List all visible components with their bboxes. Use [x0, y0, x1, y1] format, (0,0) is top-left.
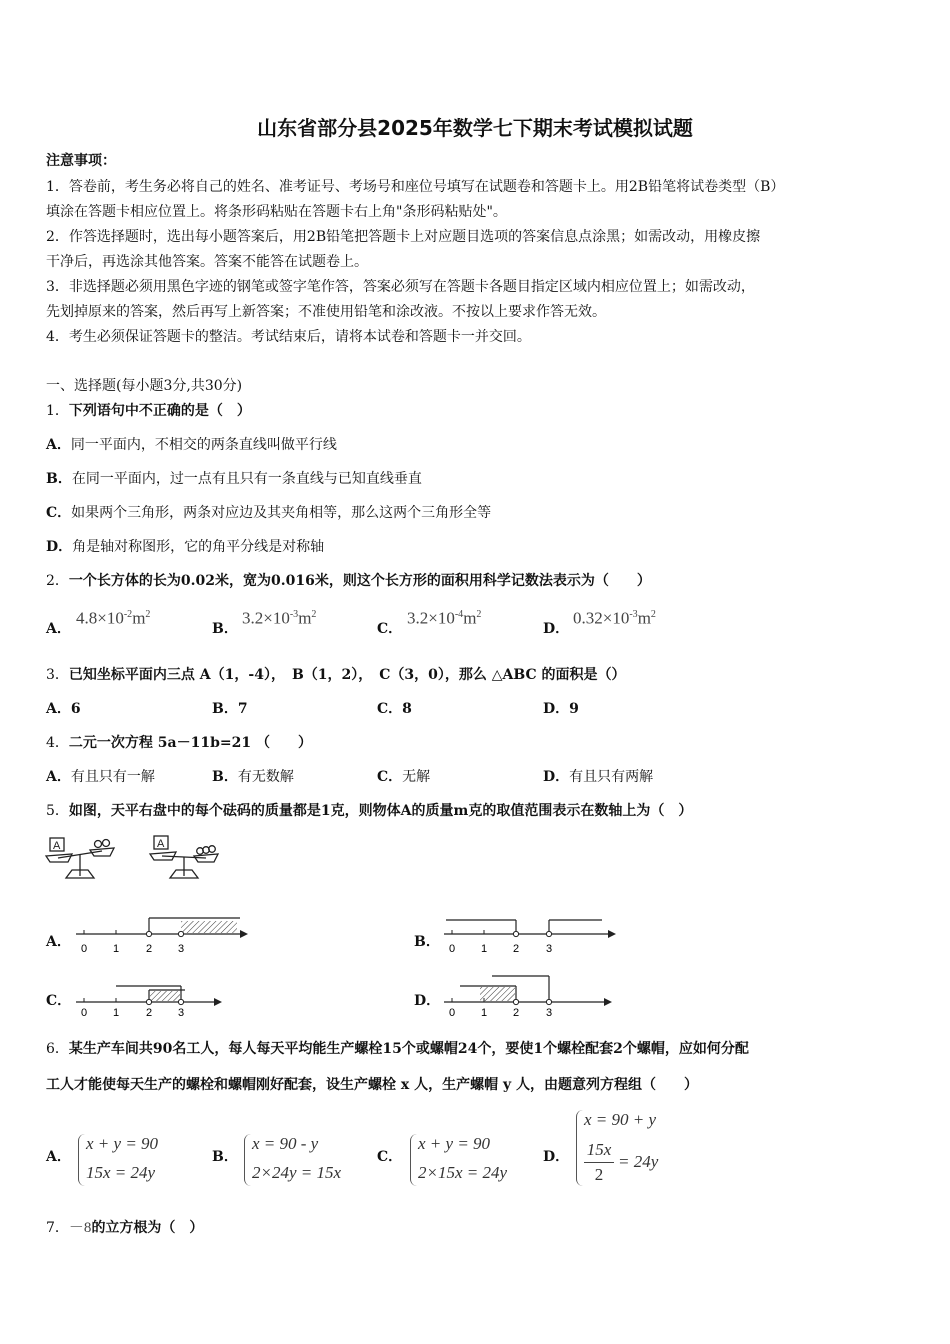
tick-label: 0: [81, 943, 88, 955]
q5-option-d[interactable]: D．: [414, 993, 441, 1009]
question-7: [46, 1219, 203, 1237]
notice-line: 1．答卷前，考生务必将自己的姓名、准考证号、考场号和座位号填写在试题卷和答题卡上。用2B铅笔将试卷类型（B）: [46, 179, 785, 195]
q2-option-d[interactable]: [543, 620, 569, 638]
question-stem: 某生产车间共90名工人，每人每天平均能生产螺栓15个或螺帽24个，要使1个螺栓配套2个螺帽，应如何分配: [68, 1041, 749, 1057]
system-brace: [410, 1134, 417, 1186]
arrow: [240, 930, 248, 938]
question-value: －8: [68, 1220, 92, 1236]
q3-option-c[interactable]: C．8: [377, 701, 412, 717]
tick-label: 1: [113, 943, 120, 955]
q1-option-a[interactable]: [46, 436, 337, 454]
arrow: [604, 998, 612, 1006]
question-number: 3．: [46, 667, 69, 683]
q1-option-c[interactable]: [46, 504, 491, 522]
solution-hatch: [480, 987, 515, 1001]
q3-option-a[interactable]: A．6: [46, 701, 81, 717]
fraction-denominator: 2: [594, 1165, 604, 1184]
q1-option-d[interactable]: [46, 538, 324, 556]
q2-option-c[interactable]: [377, 620, 402, 638]
balance-left: [46, 838, 114, 878]
tick-label: 1: [481, 943, 488, 955]
option-label: C．: [46, 505, 72, 521]
option-text: 同一平面内，不相交的两条直线叫做平行线: [70, 437, 337, 453]
solution-hatch: [150, 991, 180, 1001]
question-6-cont: 工人才能使每天生产的螺栓和螺帽刚好配套，设生产螺栓 x 人，生产螺帽 y 人，由题意列方程组（ ）: [46, 1077, 698, 1093]
tick-label: 2: [146, 1007, 153, 1016]
question-5: [46, 802, 692, 820]
question-number: 4．: [46, 735, 69, 751]
equation-2: 2×15x = 24y: [418, 1163, 508, 1182]
open-point: [513, 931, 518, 936]
q3-option-d[interactable]: D．9: [543, 701, 579, 717]
q2-option-a-expr: $4.8\times 10^{-2}m^2$: [76, 608, 151, 628]
number-line-c[interactable]: [72, 972, 252, 1016]
question-stem: 已知坐标平面内三点 A（1，-4）， B（1，2）， C（3，0），那么 △ABC 的面积是（）: [68, 667, 626, 683]
arrow: [214, 998, 222, 1006]
q2-option-b[interactable]: [212, 620, 238, 638]
tick-label: 1: [481, 1007, 488, 1016]
option-label: B．: [46, 471, 72, 487]
open-point: [146, 999, 151, 1004]
tick-label: 1: [113, 1007, 120, 1016]
q3-option-b[interactable]: B．7: [212, 701, 248, 717]
question-number: 2．: [46, 573, 69, 589]
system-brace: [244, 1134, 251, 1186]
q6-option-b[interactable]: B．: [212, 1149, 238, 1165]
tick-label: 3: [546, 1007, 553, 1016]
notice-line: 先划掉原来的答案，然后再写上新答案；不准使用铅笔和涂改液。不按以上要求作答无效。: [46, 304, 606, 320]
weight: [95, 841, 102, 848]
question-2: [46, 572, 651, 590]
question-number: 5．: [46, 803, 69, 819]
tick-label: 0: [81, 1007, 88, 1016]
tick-label: 3: [546, 943, 553, 955]
open-point: [178, 999, 183, 1004]
balance-figure: [44, 832, 224, 888]
option-text: 角是轴对称图形，它的角平分线是对称轴: [72, 539, 325, 555]
option-text: 如果两个三角形，两条对应边及其夹角相等，那么这两个三角形全等: [71, 505, 492, 521]
system-brace: [78, 1134, 85, 1186]
notice-line: 4．考生必须保证答题卡的整洁。考试结束后，请将本试卷和答题卡一并交回。: [46, 329, 531, 345]
question-stem: 的立方根为（ ）: [91, 1220, 204, 1236]
q6-option-a[interactable]: A．: [46, 1149, 71, 1165]
question-stem: 如图，天平右盘中的每个砝码的质量都是1克，则物体A的质量m克的取值范围表示在数轴上为（ ）: [68, 803, 693, 819]
question-3: [46, 666, 626, 684]
equation-1: x = 90 + y: [584, 1110, 657, 1129]
q1-option-b[interactable]: [46, 470, 422, 488]
tick-label: 3: [178, 943, 185, 955]
number-line-b[interactable]: [440, 912, 620, 956]
tick-label: 0: [449, 943, 456, 955]
equation-1: x + y = 90: [86, 1134, 159, 1153]
q4-option-c[interactable]: C．无解: [377, 769, 431, 785]
notice-line: 3．非选择题必须用黑色字迹的钢笔或签字笔作答，答案必须写在答题卡各题目指定区域内相应位置上；如需改动，: [46, 279, 755, 295]
equation-2: 15x = 24y: [86, 1163, 156, 1182]
fraction-bar: [584, 1162, 614, 1163]
equation-1: x + y = 90: [418, 1134, 491, 1153]
section-heading: 一、选择题(每小题3分,共30分): [46, 378, 243, 394]
tick-label: 2: [513, 1007, 520, 1016]
open-point: [546, 999, 551, 1004]
object-box-label: A: [53, 840, 61, 852]
tick-label: 2: [513, 943, 520, 955]
arrow: [608, 930, 616, 938]
notice-line: 2．作答选择题时，选出每小题答案后，用2B铅笔把答题卡上对应题目选项的答案信息点涂黑；如需改动，用橡皮擦: [46, 229, 761, 245]
option-label: D．: [46, 539, 73, 555]
q6-option-c[interactable]: C．: [377, 1149, 403, 1165]
q4-option-a[interactable]: A．有且只有一解: [46, 769, 155, 785]
tick-label: 3: [178, 1007, 185, 1016]
question-number: 6．: [46, 1041, 69, 1057]
q2-option-a[interactable]: [46, 620, 71, 638]
q2-option-b-expr: $3.2\times 10^{-3}m^2$: [242, 608, 317, 628]
open-point: [513, 999, 518, 1004]
notice-line: 干净后，再选涂其他答案。答案不能答在试题卷上。: [46, 254, 368, 270]
equation-1: x = 90 - y: [252, 1134, 319, 1153]
object-box-label: A: [157, 838, 165, 850]
question-stem: 一个长方体的长为0.02米，宽为0.016米，则这个长方形的面积用科学记数法表示为（ ）: [68, 573, 651, 589]
weight: [103, 840, 110, 847]
equation-2: 2×24y = 15x: [252, 1163, 342, 1182]
open-point: [178, 931, 183, 936]
question-4: [46, 734, 312, 752]
tick-label: 0: [449, 1007, 456, 1016]
fraction-numerator: 15x: [586, 1140, 612, 1159]
notice-heading: 注意事项：: [46, 153, 116, 169]
q5-option-c[interactable]: C．: [46, 993, 72, 1009]
notice-line: 填涂在答题卡相应位置上。将条形码粘贴在答题卡右上角"条形码粘贴处"。: [46, 204, 507, 220]
option-label: B．: [212, 621, 238, 637]
question-stem: 下列语句中不正确的是（ ）: [68, 403, 251, 419]
question-number: 1．: [46, 403, 69, 419]
question-1: [46, 402, 251, 420]
balance-right: [150, 836, 218, 878]
option-label: A．: [46, 437, 71, 453]
number-line-d[interactable]: [440, 972, 620, 1016]
open-point: [546, 931, 551, 936]
option-label: A．: [46, 621, 71, 637]
q4-option-b[interactable]: B．有无数解: [212, 769, 294, 785]
option-label: D．: [543, 621, 570, 637]
exam-title: 山东省部分县2025年数学七下期末考试模拟试题: [257, 116, 693, 140]
question-stem: 二元一次方程 5a－11b=21 （ ）: [68, 735, 312, 751]
system-brace: [576, 1110, 583, 1186]
solution-hatch: [181, 921, 237, 933]
equation-2-rhs: = 24y: [618, 1152, 659, 1171]
q6-option-d[interactable]: D．: [543, 1149, 570, 1165]
open-point: [146, 931, 151, 936]
q4-option-d[interactable]: D．有且只有两解: [543, 769, 654, 785]
option-text: 在同一平面内，过一点有且只有一条直线与已知直线垂直: [71, 471, 422, 487]
q2-option-c-expr: $3.2\times 10^{-4}m^2$: [407, 608, 482, 628]
q2-option-d-expr: $0.32\times 10^{-3}m^2$: [573, 608, 656, 628]
tick-label: 2: [146, 943, 153, 955]
option-label: C．: [377, 621, 403, 637]
question-6: [46, 1040, 749, 1058]
number-line-a[interactable]: [72, 912, 252, 956]
question-number: 7．: [46, 1220, 69, 1236]
q5-option-a[interactable]: A．: [46, 934, 71, 950]
q5-option-b[interactable]: B．: [414, 934, 440, 950]
